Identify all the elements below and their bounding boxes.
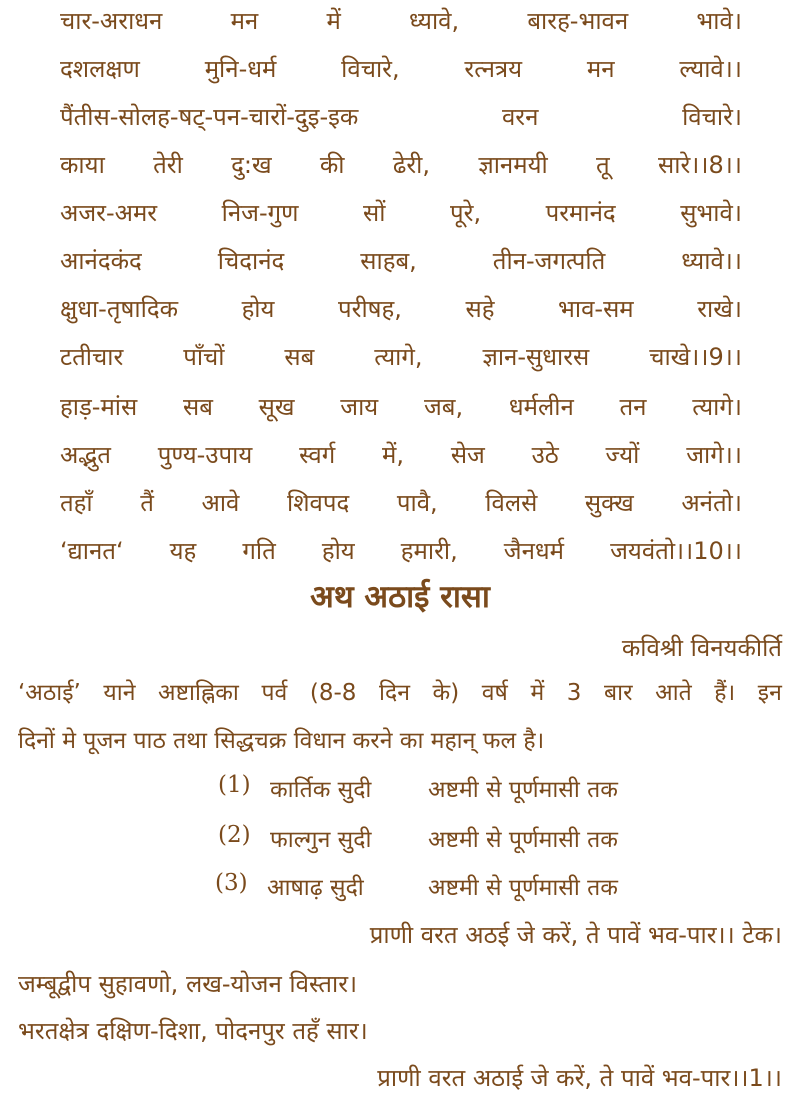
- verse-word: दशलक्षण: [60, 55, 140, 83]
- verse-word: निज-गुण: [221, 199, 299, 227]
- intro-word: में: [530, 680, 545, 706]
- verse-word: मुनि-धर्म: [204, 55, 277, 83]
- verse-word: सुभावे।: [680, 199, 742, 227]
- verse-word: आनंदकंद: [60, 247, 142, 275]
- verse-word: ल्यावे।।: [679, 55, 742, 83]
- verse-word: तहाँ: [60, 489, 93, 517]
- verse-word: सहे: [465, 295, 495, 323]
- intro-line: दिनों मे पूजन पाठ तथा सिद्धचक्र विधान करने का महान् फल है।: [18, 728, 545, 754]
- verse-line: [60, 52, 742, 86]
- verse-word: रत्नत्रय: [464, 55, 523, 83]
- verse-word: जयवंतो।।10।।: [610, 537, 742, 565]
- verse-word: सारे।।8।।: [658, 151, 742, 179]
- intro-word: ‘अठाई’: [18, 680, 81, 706]
- verse-word: पुण्य-उपाय: [157, 441, 253, 469]
- intro-word: इन: [757, 680, 782, 706]
- verse-word: वरन: [501, 103, 539, 131]
- intro-line: [18, 678, 782, 708]
- verse-word: बारह-भावन: [527, 7, 629, 35]
- verse-word: सब: [183, 393, 213, 421]
- intro-word: (8-8: [309, 680, 357, 706]
- verse-word: यह: [169, 537, 197, 565]
- verse-word: परीषह,: [338, 295, 402, 323]
- verse-word: सेज: [450, 441, 485, 469]
- verse-line: [60, 486, 742, 520]
- verse-word: पाँचों: [183, 343, 225, 371]
- verse-word: चाखे।।9।।: [649, 343, 742, 371]
- verse-word: राखे।: [697, 295, 742, 323]
- verse-word: क्षुधा-तृषादिक: [60, 295, 179, 323]
- intro-word: याने: [103, 680, 136, 706]
- verse-word: ज्ञानमयी: [478, 151, 548, 179]
- verse-word: ज्यों: [605, 441, 640, 469]
- date-range: अष्टमी से पूर्णमासी तक: [428, 777, 618, 803]
- intro-word: पर्व: [261, 680, 288, 706]
- verse-word: त्यागे,: [374, 343, 423, 371]
- intro-word: 3: [566, 680, 582, 706]
- verse-word: सों: [363, 199, 386, 227]
- date-number: (2): [218, 822, 251, 848]
- date-range: अष्टमी से पूर्णमासी तक: [428, 827, 618, 853]
- verse-line: [60, 438, 742, 472]
- verse-line: [60, 292, 742, 326]
- verse-word: में: [326, 7, 341, 35]
- verse-word: होय: [321, 537, 355, 565]
- rasa-line: जम्बूद्वीप सुहावणो, लख-योजन विस्तार।: [18, 970, 358, 998]
- verse-word: तीन-जगत्पति: [492, 247, 606, 275]
- verse-word: भाव-सम: [557, 295, 634, 323]
- author-credit: कविश्री विनयकीर्ति: [621, 634, 782, 662]
- date-number: (1): [218, 772, 251, 798]
- verse-word: पावै,: [396, 489, 438, 517]
- verse-word: तैं: [140, 489, 154, 517]
- verse-word: उठे: [531, 441, 559, 469]
- date-range: अष्टमी से पूर्णमासी तक: [428, 875, 618, 901]
- verse-word: तेरी: [153, 151, 183, 179]
- verse-word: मन: [586, 55, 615, 83]
- verse-word: भावे।: [696, 7, 742, 35]
- verse-word: अजर-अमर: [60, 199, 158, 227]
- verse-word: ध्यावे,: [409, 7, 460, 35]
- verse-word: दु:ख: [231, 151, 272, 179]
- verse-word: त्यागे।: [692, 393, 742, 421]
- verse-word: तू: [596, 151, 610, 179]
- verse-word: साहब,: [360, 247, 417, 275]
- intro-word: के): [432, 680, 460, 706]
- verse-word: गति: [242, 537, 276, 565]
- refrain-line: प्राणी वरत अठाई जे करें, ते पावें भव-पार।।1।।: [377, 1064, 782, 1092]
- verse-word: विचारे,: [341, 55, 400, 83]
- verse-line: [60, 100, 742, 134]
- verse-word: पैंतीस-सोलह-षट्-पन-चारों-दुइ-इक: [60, 103, 359, 131]
- intro-word: बार: [604, 680, 633, 706]
- verse-word: टतीचार: [60, 343, 124, 371]
- verse-word: जैनधर्म: [503, 537, 565, 565]
- date-number: (3): [215, 870, 248, 896]
- intro-paragraph: [18, 678, 782, 756]
- section-title: अथ अठाई रासा: [310, 579, 490, 615]
- date-month: फाल्गुन सुदी: [270, 827, 372, 853]
- verse-line: [60, 196, 742, 230]
- verse-word: हमारी,: [400, 537, 458, 565]
- intro-word: आते: [655, 680, 692, 706]
- verse-line: [60, 244, 742, 278]
- verse-word: शिवपद: [286, 489, 350, 517]
- verse-line: [60, 340, 742, 374]
- verse-word: ‘द्यानत‘: [60, 537, 124, 565]
- verse-word: होय: [241, 295, 275, 323]
- verse-line: [60, 534, 742, 568]
- verse-word: ध्यावे।।: [681, 247, 742, 275]
- verse-word: मन: [230, 7, 259, 35]
- verse-line: [60, 4, 742, 38]
- verse-word: अनंतो।: [681, 489, 742, 517]
- intro-word: हैं।: [714, 680, 736, 706]
- verse-word: स्वर्ग: [299, 441, 336, 469]
- verse-word: अद्भुत: [60, 441, 111, 469]
- intro-word: अष्टाह्निका: [158, 680, 239, 706]
- verse-word: विलसे: [485, 489, 538, 517]
- verse-line: [60, 148, 742, 182]
- verse-word: तन: [619, 393, 647, 421]
- date-month: आषाढ़ सुदी: [267, 875, 364, 901]
- verse-word: चिदानंद: [217, 247, 285, 275]
- verse-word: काया: [60, 151, 105, 179]
- rasa-line: भरतक्षेत्र दक्षिण-दिशा, पोदनपुर तहँ सार।: [18, 1017, 368, 1045]
- verse-word: में,: [382, 441, 405, 469]
- verse-word: जाय: [340, 393, 379, 421]
- verse-word: आवे: [201, 489, 240, 517]
- refrain-tek: प्राणी वरत अठई जे करें, ते पावें भव-पार।। टेक।: [369, 921, 782, 949]
- verse-word: विचारे।: [682, 103, 742, 131]
- verse-word: चार-अराधन: [60, 7, 163, 35]
- verse-word: जब,: [423, 393, 464, 421]
- verse-word: परमानंद: [545, 199, 616, 227]
- date-month: कार्तिक सुदी: [270, 777, 372, 803]
- intro-word: वर्ष: [481, 680, 508, 706]
- verse-word: सूख: [258, 393, 295, 421]
- verse-word: की: [319, 151, 345, 179]
- verse-word: जागे।।: [686, 441, 742, 469]
- verse-word: सब: [284, 343, 315, 371]
- verse-word: हाड़-मांस: [60, 393, 138, 421]
- intro-word: दिन: [379, 680, 410, 706]
- verse-word: सुक्ख: [584, 489, 634, 517]
- verse-word: धर्मलीन: [508, 393, 574, 421]
- verse-word: ढेरी,: [392, 151, 431, 179]
- verse-word: ज्ञान-सुधारस: [482, 343, 590, 371]
- verse-word: पूरे,: [450, 199, 482, 227]
- verse-line: [60, 390, 742, 424]
